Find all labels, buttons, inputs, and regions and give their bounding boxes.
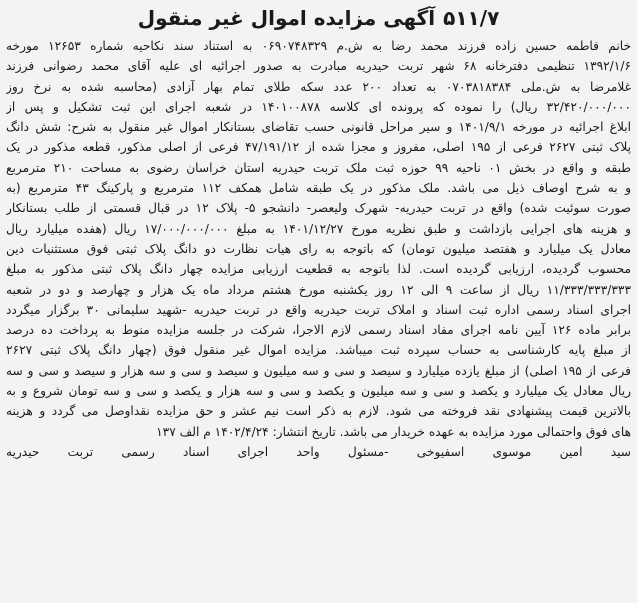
notice-number: ۵۱۱/۷ (443, 6, 500, 30)
notice-line: ریال معادل یک میلیارد و یکصد و سی و سه میلیون و یکصد و سی و سه هزار و یکصد و سی و سه تومان شروع و به (6, 384, 631, 399)
notice-line: خانم فاطمه حسین زاده فرزند محمد رضا به ش.م ۰۶۹۰۷۴۸۳۲۹ به استناد سند نکاحیه شماره ۱۲۶۵۳ مورخه (6, 39, 631, 53)
notice-line: برابر ماده ۱۲۶ آیین نامه اجرای مفاد اسناد رسمی لازم الاجرا، شرکت در جلسه مزایده منوط به پرداخت ده درصد (6, 323, 631, 338)
notice-line: غلامرضا به ش.ملی ۰۷۰۳۸۱۸۳۸۴ به تعداد ۲۰۰ عدد سکه طلای تمام بهار آزادی (محاسبه شده به نرخ روز (6, 79, 631, 94)
notice-line: از مبلغ پایه کارشناسی به حساب سپرده ثبت میباشد. مزایده اموال غیر منقول فوق (چهار دانگ پلاک ثبتی ۲۶۲۷ (6, 343, 631, 358)
notice-line: ۱۳۹۲/۱/۶ تنظیمی دفترخانه ۶۸ شهر تربت حیدریه مبادرت به صدور اجرائیه ای علیه آقای محمد رضوانی فرزند (6, 59, 631, 74)
notice-line: و هزینه های اجرایی بازداشت و طبق نظریه مورخ ۱۴۰۱/۱۲/۲۷ به مبلغ ۱۷/۰۰۰/۰۰۰/۰۰۰ ریال (هفده میلیارد ریال (6, 221, 631, 236)
notice-body (6, 36, 631, 462)
notice-line: معادل یک میلیارد و هفتصد میلیون تومان) که باتوجه به رای هیات نظارت دو دانگ پلاک ثبتی فوق مستثنیات دین (6, 241, 631, 256)
notice-line: اجرای اسناد رسمی اداره ثبت اسناد و املاک تربت حیدریه واقع در تربت حیدریه -شهید سلیمانی ۳۰ برگزار میگردد (6, 302, 631, 317)
notice-line: فرعی از ۱۹۵ اصلی) از مبلغ یازده میلیارد و سیصد و سی و سه میلیون و سیصد و سی و سه هزار و سیصد و سی و سه (6, 363, 631, 378)
notice-line: ۳۲/۴۲۰/۰۰۰/۰۰۰ ریال) را نموده که پرونده ای کلاسه ۱۴۰۱۰۰۸۷۸ در شعبه اجرای این ثبت تشکیل و پس از (6, 99, 631, 114)
notice-line: بالاترین قیمت پیشنهادی نقد فروخته می شود. لازم به ذکر است نیم عشر و حق مزایده نقداوصل می گردد و هزینه (6, 404, 631, 419)
notice-heading: آگهی مزایده اموال غیر منقول (137, 6, 436, 30)
notice-line: های فوق واحتمالی مورد مزایده به عهده خریدار می باشد. تاریخ انتشار: ۱۴۰۲/۴/۲۴ م الف ۱۳۷ (156, 424, 631, 439)
notice-line: صورت سوئیت شده) واقع در تربت حیدریه- شهرک ولیعصر- دانشجو ۵- پلاک ۱۲ در قبال قسمتی از طلب بستانکار (6, 201, 631, 216)
notice-line: محسوب گردیده، ارزیابی گردیده است. لذا باتوجه به قطعیت ارزیابی مزایده چهار دانگ پلاک ثبتی مذکور به مبلغ (6, 262, 631, 277)
notice-line: طبقه و واقع در بخش ۰۱ ناحیه ۹۹ حوزه ثبت ملک تربت حیدریه استان خراسان رضوی به مساحت ۲۱۰ مترمربع (6, 160, 631, 175)
notice-line: پلاک ثبتی ۲۶۲۷ فرعی از ۱۹۵ اصلی، مفروز و مجزا شده از ۴۷/۱۹۱/۱۲ فرعی از اصلی مذکور، قطعه مذکور در یک (6, 140, 631, 155)
notice-line: ۱۱/۳۳۳/۳۳۳/۳۳۳ ریال از ساعت ۹ الی ۱۲ روز یکشنبه مورخ هشتم مرداد ماه یک هزار و چهارصد و دو در شعبه (6, 282, 631, 297)
notice-line: و به شرح اوصاف ذیل می باشد. ملک مذکور در یک طبقه شامل همکف ۱۱۲ مترمربع و پارکینگ ۴۳ مترمربع (به (6, 181, 631, 196)
notice-line: ابلاغ اجرائیه در مورخه ۱۴۰۱/۹/۱ و سیر مراحل قانونی حسب تقاضای بستانکار اموال غیر منقول به شرح: شش دانگ (6, 120, 631, 135)
notice-title (6, 4, 631, 34)
notice-signature: سید امین موسوی اسفیوخی -مسئول واحد اجرای اسناد رسمی تربت حیدریه (6, 444, 631, 459)
